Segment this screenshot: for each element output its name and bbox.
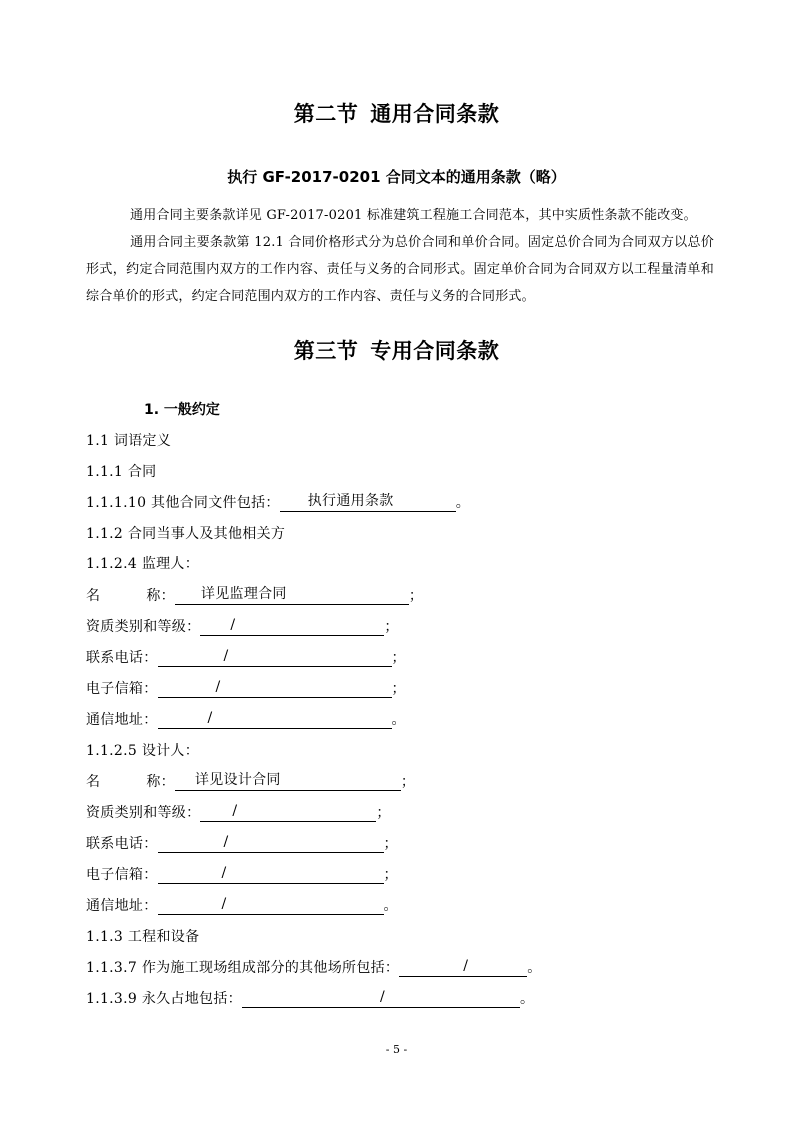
designer-email-end: ； xyxy=(383,867,398,883)
supervisor-qualification-field[interactable] xyxy=(200,617,384,636)
designer-address-end: 。 xyxy=(383,898,398,914)
supervisor-phone-field[interactable] xyxy=(158,648,392,667)
designer-qualification-row xyxy=(86,802,391,822)
section2-subtitle: 执行 GF-2017-0201 合同文本的通用条款（略） xyxy=(227,168,566,186)
clause-1-1: 1.1 词语定义 xyxy=(86,433,172,449)
designer-name-value: 详见设计合同 xyxy=(194,772,281,788)
clause-1-1-3-7 xyxy=(86,957,542,977)
section2-title-text: 通用合同条款 xyxy=(370,102,500,126)
section3-title xyxy=(0,335,793,365)
section2-paragraph-2 xyxy=(86,229,714,310)
section3-title-number: 第三节 xyxy=(293,339,359,363)
clause-1-1-1-10-end: 。 xyxy=(455,495,471,511)
supervisor-name-field[interactable] xyxy=(175,586,409,605)
clause-1-1-2-5: 1.1.2.5 设计人： xyxy=(86,743,200,759)
supervisor-address-value: / xyxy=(207,710,213,726)
supervisor-phone-value: / xyxy=(223,648,229,664)
supervisor-address-end: 。 xyxy=(391,712,406,728)
supervisor-phone-row xyxy=(86,647,406,667)
clause-1-1-2-4: 1.1.2.4 监理人： xyxy=(86,556,200,572)
designer-address-field[interactable] xyxy=(158,896,384,915)
clause-1-1-3-7-end: 。 xyxy=(527,960,542,976)
supervisor-name-value: 详见监理合同 xyxy=(200,586,287,602)
permanent-land-field[interactable] xyxy=(242,989,520,1008)
designer-name-label-b: 称： xyxy=(146,774,175,790)
supervisor-email-end: ； xyxy=(391,681,406,697)
designer-name-end: ； xyxy=(400,774,416,790)
designer-phone-field[interactable] xyxy=(158,834,384,853)
designer-address-label: 通信地址： xyxy=(86,898,158,914)
other-contract-docs-field[interactable] xyxy=(280,493,456,512)
section2-paragraph-1 xyxy=(86,202,714,229)
designer-phone-value: / xyxy=(223,834,229,850)
clause-1-1-3-9-label: 1.1.3.9 永久占地包括： xyxy=(86,991,242,1007)
designer-phone-end: ； xyxy=(383,836,398,852)
section2-title xyxy=(0,98,793,128)
supervisor-phone-label: 联系电话： xyxy=(86,650,158,666)
other-contract-docs-value: 执行通用条款 xyxy=(307,493,394,509)
supervisor-qualification-label: 资质类别和等级： xyxy=(86,619,201,635)
supervisor-address-field[interactable] xyxy=(158,710,392,729)
clause-1-1-1-10 xyxy=(86,492,470,512)
supervisor-address-row xyxy=(86,709,406,729)
other-site-places-field[interactable] xyxy=(399,958,527,977)
designer-qualification-end: ； xyxy=(376,805,391,821)
supervisor-email-value: / xyxy=(215,679,221,695)
supervisor-qualification-row xyxy=(86,616,399,636)
supervisor-email-field[interactable] xyxy=(158,679,392,698)
designer-phone-row xyxy=(86,833,398,853)
designer-email-value: / xyxy=(221,865,227,881)
designer-email-row xyxy=(86,864,398,884)
designer-name-row xyxy=(86,771,415,791)
designer-email-label: 电子信箱： xyxy=(86,867,158,883)
designer-address-row xyxy=(86,895,398,915)
supervisor-name-row xyxy=(86,585,423,605)
clause-1-1-3-9 xyxy=(86,988,534,1008)
other-site-places-value: / xyxy=(463,958,469,974)
supervisor-email-row xyxy=(86,678,406,698)
designer-qualification-label: 资质类别和等级： xyxy=(86,805,201,821)
supervisor-name-label-a: 名 xyxy=(86,588,101,604)
supervisor-phone-end: ； xyxy=(391,650,406,666)
designer-name-field[interactable] xyxy=(175,772,401,791)
supervisor-qualification-end: ； xyxy=(384,619,399,635)
designer-qualification-field[interactable] xyxy=(200,803,376,822)
general-agreement-heading: 1. 一般约定 xyxy=(144,402,220,418)
designer-phone-label: 联系电话： xyxy=(86,836,158,852)
section2-paragraph-1-text: 通用合同主要条款详见 GF-2017-0201 标准建筑工程施工合同范本，其中实质性条款不能改变。 xyxy=(130,208,697,223)
clause-1-1-3-7-label: 1.1.3.7 作为施工现场组成部分的其他场所包括： xyxy=(86,960,400,976)
clause-1-1-1-10-label: 1.1.1.10 其他合同文件包括： xyxy=(86,495,280,511)
supervisor-email-label: 电子信箱： xyxy=(86,681,158,697)
page-number: - 5 - xyxy=(385,1043,408,1056)
clause-1-1-3-9-end: 。 xyxy=(519,991,535,1007)
designer-qualification-value: / xyxy=(232,803,238,819)
permanent-land-value: / xyxy=(379,989,385,1005)
supervisor-address-label: 通信地址： xyxy=(86,712,158,728)
designer-email-field[interactable] xyxy=(158,865,384,884)
designer-name-label-a: 名 xyxy=(86,774,101,790)
clause-1-1-2: 1.1.2 合同当事人及其他相关方 xyxy=(86,526,286,542)
supervisor-name-end: ； xyxy=(408,588,424,604)
designer-address-value: / xyxy=(221,896,227,912)
section2-title-number: 第二节 xyxy=(293,102,359,126)
clause-1-1-3: 1.1.3 工程和设备 xyxy=(86,929,200,945)
section2-paragraph-2-text: 通用合同主要条款第 12.1 合同价格形式分为总价合同和单价合同。固定总价合同为合同双方以总价形式，约定合同范围内双方的工作内容、责任与义务的合同形式。固定单价合同为合同双方以工程量清单和综合单价的形式，约定合同范围内双方的工作内容、责任与义务的合同形式。 xyxy=(86,235,714,304)
clause-1-1-1: 1.1.1 合同 xyxy=(86,464,157,480)
supervisor-qualification-value: / xyxy=(230,617,236,633)
supervisor-name-label-b: 称： xyxy=(146,588,175,604)
section3-title-text: 专用合同条款 xyxy=(370,339,500,363)
